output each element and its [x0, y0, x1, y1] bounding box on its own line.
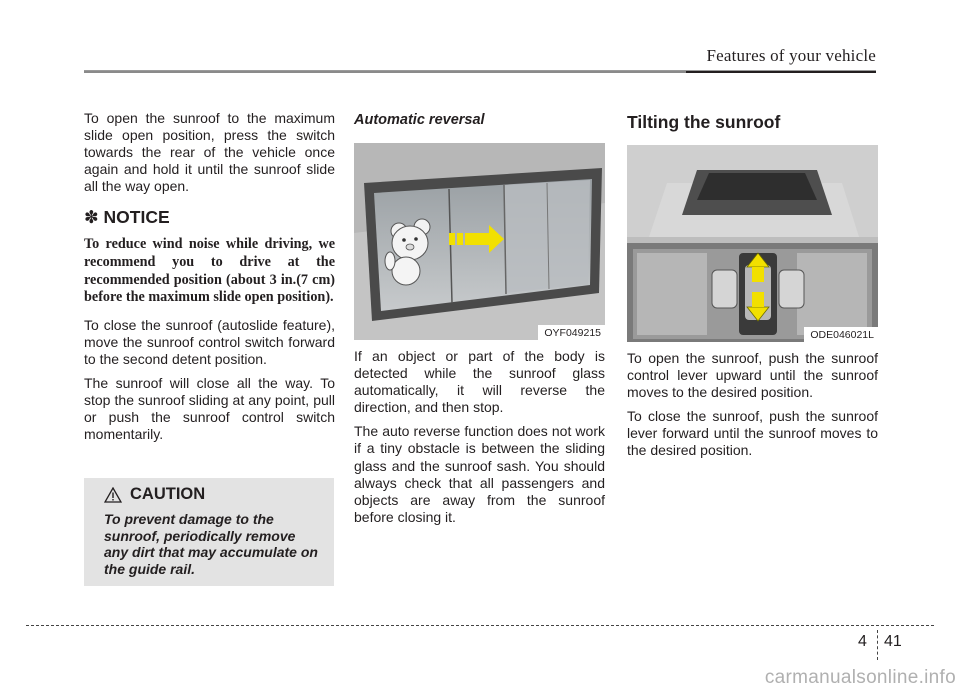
notice-title: ✽ NOTICE — [84, 207, 170, 228]
paragraph-tilt-close: To close the sunroof, push the sunroof lever forward until the sunroof moves to the desired position. — [627, 408, 878, 459]
column-3 — [627, 110, 878, 467]
chapter-number: 4 — [858, 633, 867, 650]
header-rule — [84, 70, 876, 73]
notice-text: To reduce wind noise while driving, we recommend you to drive at the recommended position (about 3 in.(7 cm) before the maximum slide open position). — [84, 236, 335, 306]
page-number: 41 — [884, 633, 902, 650]
caution-box — [84, 478, 334, 586]
sunroof-tilt-illustration — [627, 145, 878, 342]
paragraph-open-max: To open the sunroof to the maximum slide open position, press the switch towards the rear of the vehicle once again and hold it until the sunroof slide all the way open. — [84, 110, 335, 195]
column-2 — [354, 110, 605, 533]
caution-title: CAUTION — [130, 485, 206, 503]
paragraph-tilt-open: To open the sunroof, push the sunroof control lever upward until the sunroof moves to the desired position. — [627, 350, 878, 401]
column-1 — [84, 110, 335, 451]
warning-triangle-icon — [104, 487, 122, 503]
paragraph-auto-reverse-limits: The auto reverse function does not work if a tiny obstacle is between the sliding glass and the sunroof sash. You should always check that all passengers and objects are away from the sunroof before closing it. — [354, 423, 605, 525]
paragraph-object-detected: If an object or part of the body is detected while the sunroof glass automatically, it will reverse the direction, and then stop. — [354, 348, 605, 416]
automatic-reversal-heading: Automatic reversal — [354, 112, 485, 128]
paragraph-stop-sliding: The sunroof will close all the way. To stop the sunroof sliding at any point, pull or push the sunroof control switch momentarily. — [84, 375, 335, 443]
tilting-sunroof-heading: Tilting the sunroof — [627, 112, 781, 132]
figure-tilt-control — [627, 145, 878, 342]
figure-auto-reverse — [354, 143, 605, 340]
caution-text: To prevent damage to the sunroof, periodically remove any dirt that may accumulate on the guide rail. — [104, 511, 318, 577]
paragraph-close-autoslide: To close the sunroof (autoslide feature), move the sunroof control switch forward to the second detent position. — [84, 316, 335, 368]
footer-divider — [877, 630, 878, 660]
page-header-title: Features of your vehicle — [706, 46, 876, 65]
figure-code-label: OYF049215 — [538, 325, 605, 340]
figure-code-label: ODE046021L — [804, 327, 878, 342]
footer-rule — [26, 625, 934, 626]
watermark-text[interactable]: carmanualsonline.info — [764, 667, 956, 688]
sunroof-reverse-illustration — [354, 143, 605, 340]
